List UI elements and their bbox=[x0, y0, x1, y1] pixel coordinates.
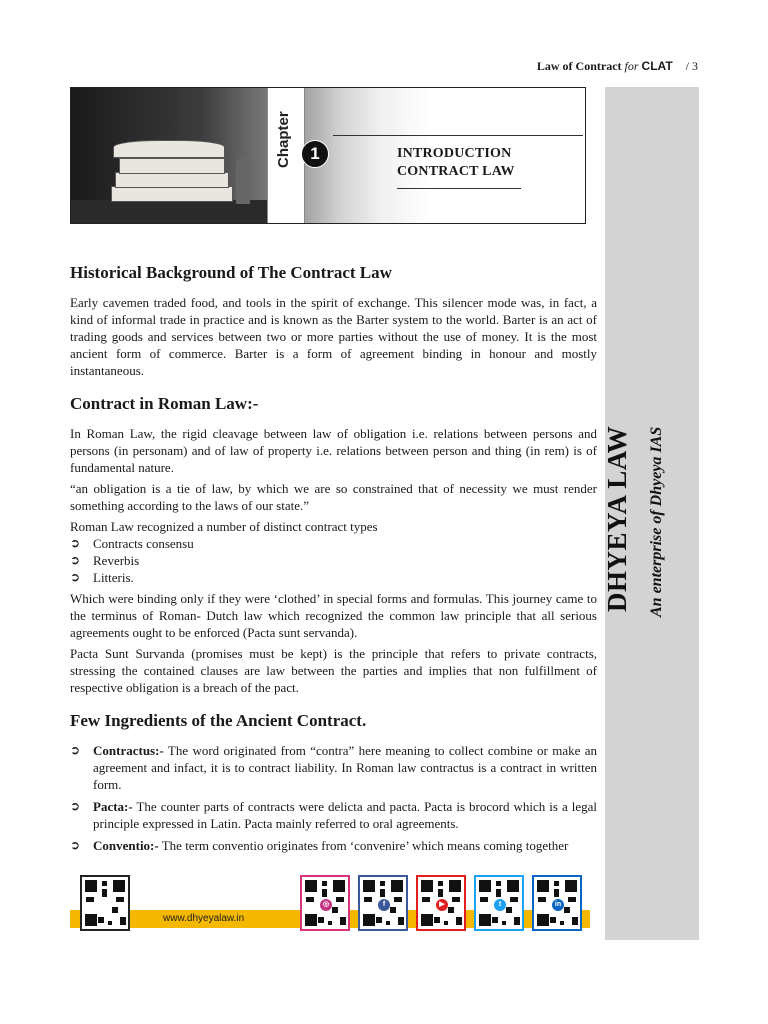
page-number: / 3 bbox=[685, 59, 698, 73]
instagram-qr bbox=[300, 875, 350, 931]
list-item bbox=[70, 552, 597, 569]
book-stack-image bbox=[119, 158, 225, 174]
book-title: Law of Contract bbox=[536, 59, 622, 73]
footer bbox=[70, 870, 590, 940]
linkedin-icon: in bbox=[552, 899, 564, 911]
brand-tagline: An enterprise of Dhyeya IAS bbox=[648, 426, 665, 617]
definition: The word originated from “contra” here meaning to collect combine or make an agreement and infact, it is to contract liability. In Roman law contractus is a contract in written form. bbox=[93, 743, 597, 792]
main-content bbox=[70, 262, 597, 859]
paragraph: Pacta Sunt Survanda (promises must be kept) is the principle that refers to private contracts, stressing the contained clauses are law between the parties and implies that non fulfillment of respective obligation is a breach of the pact. bbox=[70, 646, 597, 695]
list-item bbox=[70, 798, 597, 832]
banner-rule-top bbox=[333, 135, 583, 136]
scales-image bbox=[236, 158, 250, 204]
open-book-image bbox=[113, 140, 225, 158]
list-item-text: Litteris. bbox=[93, 570, 134, 585]
list-item bbox=[70, 535, 597, 552]
arrow-bullet-icon: ➲ bbox=[70, 743, 81, 757]
definition: The counter parts of contracts were delicta and pacta. Pacta is brocord which is a legal principle expressed in Latin. Pacta mainly referred to oral agreements. bbox=[93, 799, 597, 831]
book-title-for: for bbox=[624, 59, 639, 73]
term: Conventio:- bbox=[93, 838, 159, 853]
paragraph: Early cavemen traded food, and tools in the spirit of exchange. This silencer mode was, in fact, a kind of informal trade in practice and is known as the Barter system to the world. Barter is an act of trading goods and services between two or more parties without the use of money. It is the most ancient form of commerce. Barter is a form of agreement binding in honour and mostly instantaneous. bbox=[70, 295, 597, 378]
section-heading-history: Historical Background of The Contract Law bbox=[70, 263, 392, 282]
list-item bbox=[70, 837, 597, 854]
twitter-icon: t bbox=[494, 899, 506, 911]
list-item-text: Reverbis bbox=[93, 553, 140, 568]
book-stack-image bbox=[115, 172, 229, 188]
arrow-bullet-icon: ➲ bbox=[70, 553, 81, 567]
arrow-bullet-icon: ➲ bbox=[70, 838, 81, 852]
brand-name: DHYEYA LAW bbox=[602, 425, 632, 612]
twitter-qr bbox=[474, 875, 524, 931]
term: Contractus:- bbox=[93, 743, 164, 758]
facebook-icon: f bbox=[378, 899, 390, 911]
book-stack-image bbox=[111, 186, 233, 202]
youtube-icon: ▶ bbox=[436, 899, 448, 911]
chapter-title-line-2: CONTRACT LAW bbox=[397, 164, 515, 179]
instagram-icon: ◎ bbox=[320, 899, 332, 911]
ingredients-list bbox=[70, 742, 597, 854]
banner-rule-bottom bbox=[397, 188, 521, 189]
website-url: www.dhyeyalaw.in bbox=[163, 913, 245, 924]
quote-paragraph: “an obligation is a tie of law, by which we are so constrained that of necessity we must render something according to the laws of our state.” bbox=[70, 481, 597, 513]
running-head bbox=[537, 59, 698, 74]
linkedin-qr bbox=[532, 875, 582, 931]
website-qr bbox=[80, 875, 130, 931]
chapter-banner bbox=[70, 87, 586, 224]
term: Pacta:- bbox=[93, 799, 133, 814]
section-heading-roman-law: Contract in Roman Law:- bbox=[70, 394, 259, 413]
list-item bbox=[70, 569, 597, 586]
paragraph: In Roman Law, the rigid cleavage between law of obligation i.e. relations between persons and persons (in personam) and of law of property i.e. relations between person and thing (in rem) is of fundamental nature. bbox=[70, 426, 597, 475]
definition: The term conventio originates from ‘convenire’ which means coming together bbox=[158, 838, 569, 853]
section-heading-ingredients: Few Ingredients of the Ancient Contract. bbox=[70, 711, 367, 730]
arrow-bullet-icon: ➲ bbox=[70, 570, 81, 584]
chapter-number: 1 bbox=[301, 140, 329, 168]
paragraph: Roman Law recognized a number of distinct contract types bbox=[70, 519, 378, 534]
chapter-label: Chapter bbox=[275, 111, 292, 168]
book-title-clat: CLAT bbox=[641, 59, 673, 73]
paragraph: Which were binding only if they were ‘clothed’ in special forms and formulas. This journey came to the terminus of Roman- Dutch law which recognized the common law principle that all serious agreements ought to be enforced (Pacta sunt servanda). bbox=[70, 591, 597, 640]
arrow-bullet-icon: ➲ bbox=[70, 799, 81, 813]
arrow-bullet-icon: ➲ bbox=[70, 536, 81, 550]
chapter-title-line-1: INTRODUCTION bbox=[397, 146, 512, 161]
list-item bbox=[70, 742, 597, 793]
facebook-qr bbox=[358, 875, 408, 931]
contract-types-list bbox=[70, 535, 597, 586]
list-item-text: Contracts consensu bbox=[93, 536, 194, 551]
youtube-qr bbox=[416, 875, 466, 931]
